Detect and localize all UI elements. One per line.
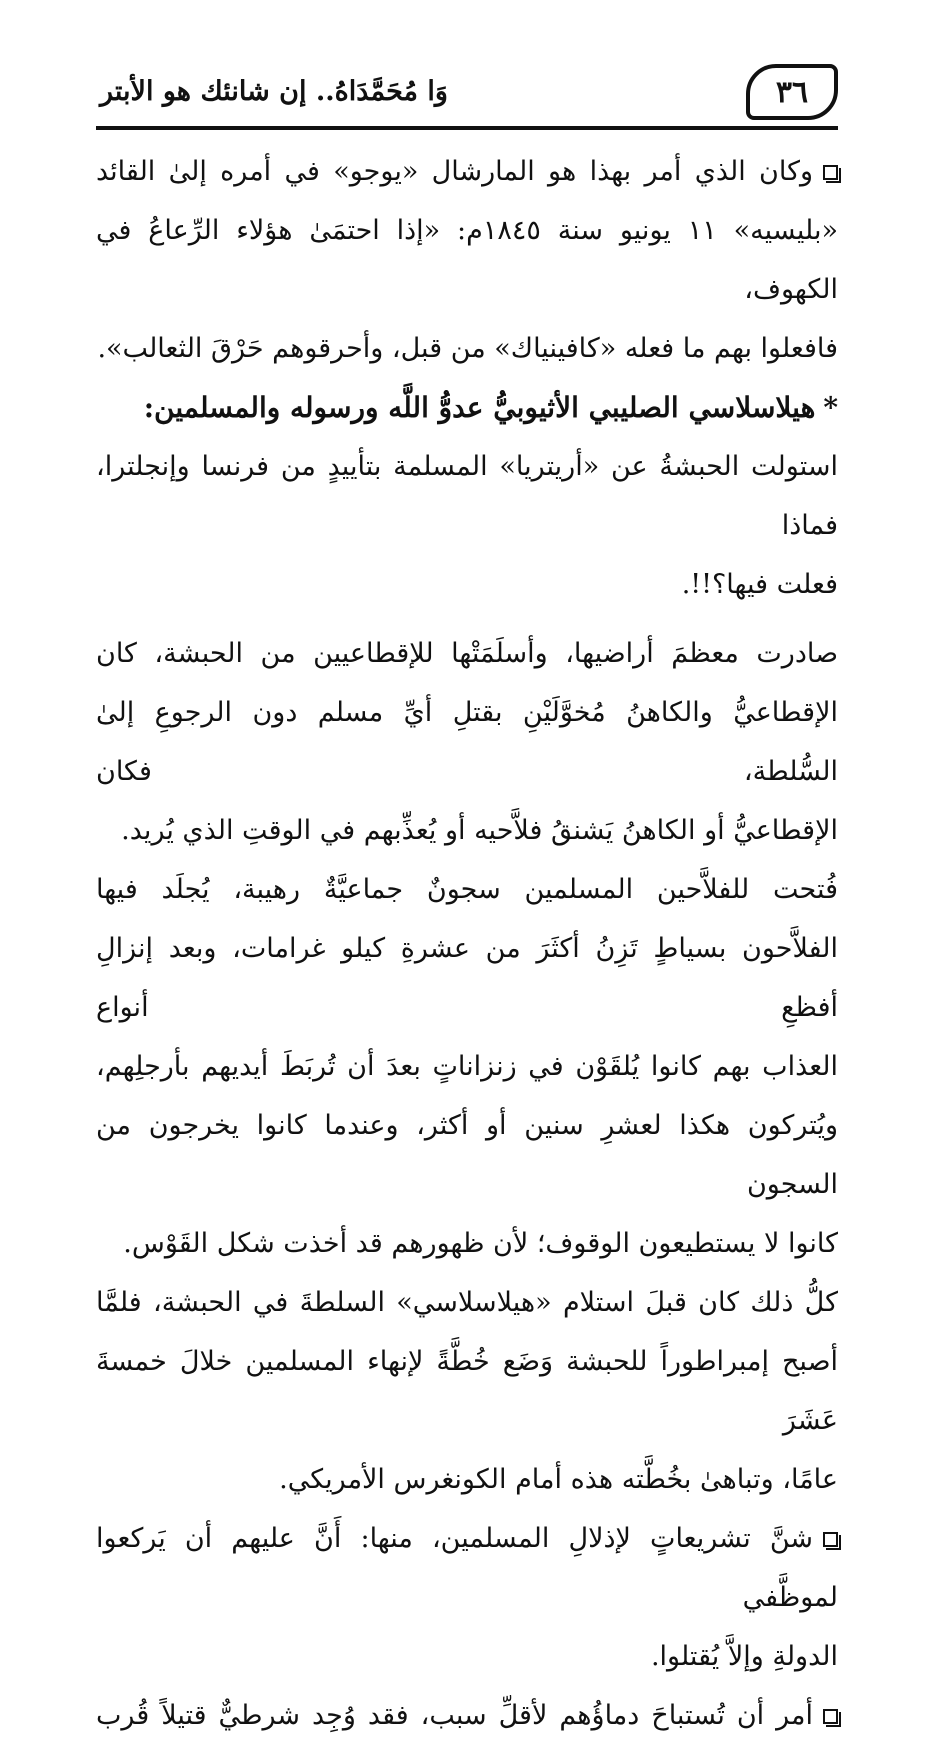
page-number: ٣٦ — [746, 64, 838, 120]
paragraph-line: عامًا، وتباهىٰ بخُطَّته هذه أمام الكونغرس الأمريكي. — [279, 1464, 838, 1495]
paragraph-line: أصبح إمبراطوراً للحبشة وَضَع خُطَّةً لإنهاء المسلمين خلالَ خمسةَ عَشَرَ — [96, 1346, 838, 1436]
paragraph-line: العذاب بهم كانوا يُلقَوْن في زنزاناتٍ بعدَ أن تُربَطَ أيديهم بأرجلِهم، — [96, 1051, 838, 1082]
paragraph-5 — [96, 860, 838, 1273]
paragraph-line: كلُّ ذلك كان قبلَ استلام «هيلاسلاسي» السلطةَ في الحبشة، فلمَّا — [96, 1287, 838, 1318]
asterisk-icon: * — [823, 391, 838, 424]
page-header — [96, 58, 838, 130]
paragraph-line: أمر أن تُستباحَ دماؤُهم لأقلِّ سبب، فقد وُجِد شرطيٌّ قتيلاً قُرب — [96, 1700, 813, 1731]
paragraph-line: استولت الحبشةُ عن «أريتريا» المسلمة بتأييدٍ من فرنسا وإنجلترا، فماذا — [96, 451, 838, 541]
paragraph-line: الإقطاعيُّ والكاهنُ مُخوَّلَيْنِ بقتلِ أيِّ مسلم دون الرجوعِ إلىٰ السُّلطة، فكان — [96, 697, 838, 787]
paragraph-3 — [96, 437, 838, 614]
section-heading — [96, 378, 838, 437]
paragraph-line: فافعلوا بهم ما فعله «كافينياك» من قبل، وأحرقوهم حَرْقَ الثعالب». — [97, 333, 838, 364]
paragraph-line: فعلت فيها؟!!. — [681, 569, 838, 600]
paragraph-line: «بليسيه» ١١ يونيو سنة ١٨٤٥م: «إذا احتمَىٰ هؤلاء الرِّعاعُ في الكهوف، — [96, 215, 838, 305]
paragraph-line: صادرت معظمَ أراضيها، وأسلَمَتْها للإقطاعيين من الحبشة، كان — [96, 638, 838, 669]
header-rule — [96, 126, 838, 130]
paragraph-line: الفلاَّحون بسياطٍ تَزِنُ أكثَرَ من عشرةِ كيلو غرامات، وبعد إنزالِ أفظعِ أنواع — [96, 933, 838, 1023]
paragraph-8 — [96, 1686, 838, 1745]
paragraph-line: الإقطاعيُّ أو الكاهنُ يَشنقُ فلاَّحيه أو يُعذِّبهم في الوقتِ الذي يُريد. — [121, 815, 838, 846]
paragraph-4 — [96, 624, 838, 860]
square-bullet-icon — [823, 1709, 838, 1724]
square-bullet-icon — [823, 165, 838, 180]
paragraph-line: كانوا لا يستطيعون الوقوف؛ لأن ظهورهم قد أخذت شكل القَوْس. — [123, 1228, 838, 1259]
paragraph-6 — [96, 1273, 838, 1509]
page-body — [96, 142, 838, 1745]
square-bullet-icon — [823, 1532, 838, 1547]
running-title: وَا مُحَمَّدَاهُ.. إن شانئك هو الأبتر — [100, 76, 448, 107]
paragraph-line: وكان الذي أمر بهذا هو المارشال «يوجو» في أمره إلىٰ القائد — [96, 156, 813, 187]
paragraph-line: ويُتركون هكذا لعشرِ سنين أو أكثر، وعندما كانوا يخرجون من السجون — [96, 1110, 838, 1200]
section-heading-text: هيلاسلاسي الصليبي الأثيوبيُّ عدوُّ اللَّه ورسوله والمسلمين: — [143, 391, 816, 424]
paragraph-7 — [96, 1509, 838, 1686]
paragraph-line: شنَّ تشريعاتٍ لإذلالِ المسلمين، منها: أَنَّ عليهم أن يَركعوا لموظَّفي — [96, 1523, 838, 1613]
paragraph-1 — [96, 142, 838, 378]
paragraph-line: الدولةِ وإلاَّ يُقتلوا. — [650, 1641, 838, 1672]
paragraph-line: فُتحت للفلاَّحين المسلمين سجونٌ جماعيَّةٌ رهيبة، يُجلَد فيها — [96, 874, 838, 905]
